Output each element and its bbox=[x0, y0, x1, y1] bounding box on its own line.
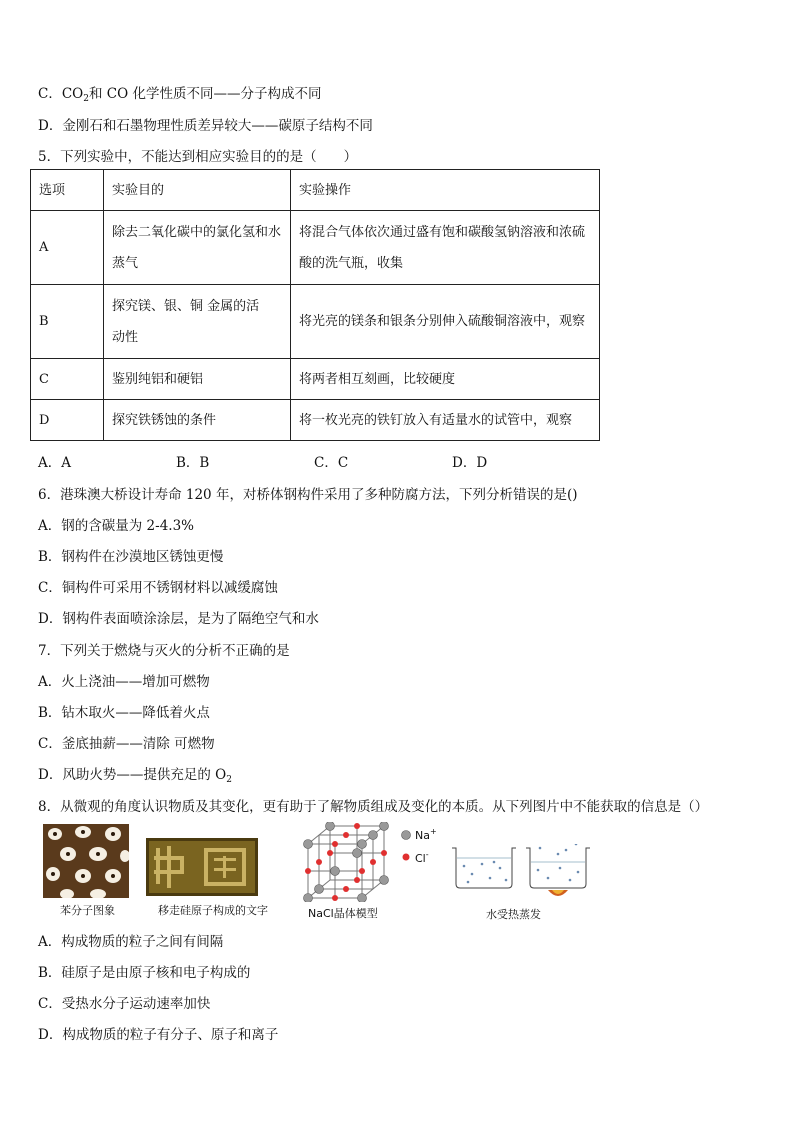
table-row bbox=[31, 211, 600, 285]
q7-option-b: B．钻木取火——降低着火点 bbox=[38, 705, 210, 721]
q6-stem: 6．港珠澳大桥设计寿命 120 年，对桥体钢构件采用了多种防腐方法，下列分析错误的是() bbox=[38, 487, 578, 503]
q4-option-d: D．金刚石和石墨物理性质差异较大——碳原子结构不同 bbox=[38, 118, 373, 134]
silicon-atoms-image bbox=[146, 838, 258, 896]
table-header-row bbox=[31, 170, 600, 211]
table-cell-operation: 将混合气体依次通过盛有饱和碳酸氢钠溶液和浓硫酸的洗气瓶，收集 bbox=[291, 211, 600, 285]
q5-option-c: C．C bbox=[314, 455, 349, 471]
table-cell-operation: 将两者相互刻画，比较硬度 bbox=[291, 359, 600, 400]
table-cell-goal: 探究铁锈蚀的条件 bbox=[104, 400, 291, 441]
caption-nacl: NaCl晶体模型 bbox=[308, 907, 378, 920]
table-cell-operation: 将光亮的镁条和银条分别伸入硫酸铜溶液中，观察 bbox=[291, 285, 600, 359]
q7-option-d-text: D．风助火势——提供充足的 O bbox=[38, 767, 227, 783]
q4-option-c bbox=[38, 82, 321, 104]
table-cell-option: A bbox=[31, 211, 104, 285]
q6-option-a: A．钢的含碳量为 2-4.3% bbox=[38, 518, 194, 534]
table-cell-option: C bbox=[31, 359, 104, 400]
q8-option-a: A．构成物质的粒子之间有间隔 bbox=[38, 934, 224, 950]
q7-option-c: C．釜底抽薪——清除 可燃物 bbox=[38, 736, 215, 752]
q8-option-d: D．构成物质的粒子有分子、原子和离子 bbox=[38, 1027, 279, 1043]
q4-option-c-text-post: 和 CO 化学性质不同——分子构成不同 bbox=[88, 86, 322, 102]
table-cell-option: D bbox=[31, 400, 104, 441]
legend-cl: Cl- bbox=[415, 850, 429, 865]
table-header-goal: 实验目的 bbox=[104, 170, 291, 211]
q8-option-b: B．硅原子是由原子核和电子构成的 bbox=[38, 965, 251, 981]
q4-option-c-subscript: 2 bbox=[83, 94, 89, 104]
q7-option-d bbox=[38, 763, 232, 785]
q5-option-a: A．A bbox=[38, 455, 71, 471]
q6-option-d: D．钢构件表面喷涂涂层，是为了隔绝空气和水 bbox=[38, 611, 319, 627]
q6-option-b: B．钢构件在沙漠地区锈蚀更慢 bbox=[38, 549, 224, 565]
q6-option-c: C．铜构件可采用不锈钢材料以减缓腐蚀 bbox=[38, 580, 278, 596]
table-cell-goal: 探究镁、银、铜 金属的活动性 bbox=[104, 285, 291, 359]
q8-figures bbox=[38, 822, 598, 922]
q5-experiment-table bbox=[30, 169, 600, 441]
nacl-crystal-model bbox=[300, 822, 400, 902]
q7-option-d-subscript: 2 bbox=[226, 775, 232, 785]
table-cell-goal: 鉴别纯铝和硬铝 bbox=[104, 359, 291, 400]
table-row bbox=[31, 400, 600, 441]
table-cell-option: B bbox=[31, 285, 104, 359]
table-header-option: 选项 bbox=[31, 170, 104, 211]
table-row bbox=[31, 359, 600, 400]
legend-markers bbox=[401, 830, 411, 870]
water-evaporation-image bbox=[448, 844, 598, 904]
legend-na: Na+ bbox=[415, 827, 437, 842]
table-row bbox=[31, 285, 600, 359]
q8-option-c: C．受热水分子运动速率加快 bbox=[38, 996, 211, 1012]
table-cell-operation: 将一枚光亮的铁钉放入有适量水的试管中，观察 bbox=[291, 400, 600, 441]
caption-water: 水受热蒸发 bbox=[486, 908, 541, 921]
caption-benzene: 苯分子图象 bbox=[60, 904, 115, 917]
q5-answer-options bbox=[38, 451, 590, 471]
table-header-operation: 实验操作 bbox=[291, 170, 600, 211]
q7-stem: 7．下列关于燃烧与灭火的分析不正确的是 bbox=[38, 643, 290, 659]
q8-stem: 8．从微观的角度认识物质及其变化，更有助于了解物质组成及变化的本质。从下列图片中不能获取的信息是（） bbox=[38, 799, 709, 815]
q4-option-c-text-pre: C．CO bbox=[38, 86, 84, 102]
q5-option-b: B．B bbox=[176, 455, 210, 471]
benzene-image bbox=[43, 824, 129, 898]
table-cell-goal: 除去二氧化碳中的氯化氢和水蒸气 bbox=[104, 211, 291, 285]
q5-option-d: D．D bbox=[452, 455, 488, 471]
caption-silicon: 移走硅原子构成的文字 bbox=[158, 904, 268, 917]
q7-option-a: A．火上浇油——增加可燃物 bbox=[38, 674, 210, 690]
q5-stem: 5．下列实验中，不能达到相应实验目的的是（ ） bbox=[38, 149, 358, 165]
